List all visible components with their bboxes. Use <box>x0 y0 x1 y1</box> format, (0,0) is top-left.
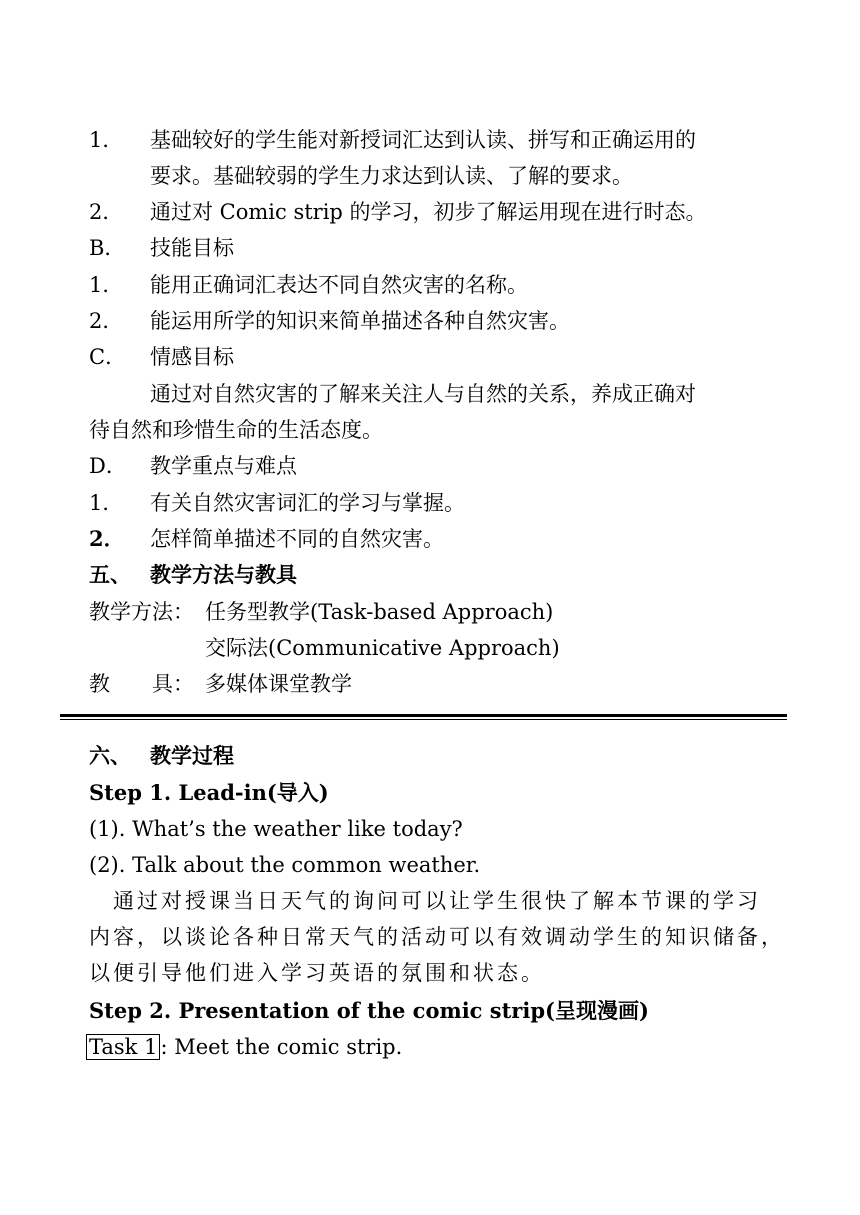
section-heading-6 <box>89 738 769 774</box>
paragraph-text: 通过对自然灾害的了解来关注人与自然的关系，养成正确对 <box>150 382 696 406</box>
paragraph-line <box>89 412 769 448</box>
section-label: B． <box>89 236 126 260</box>
paragraph-line <box>89 955 769 991</box>
question-line <box>89 811 769 847</box>
paragraph-text: 通过对授课当日天气的询问可以让学生很快了解本节课的学习 <box>113 889 761 913</box>
method-label: 教学方法： <box>89 600 194 624</box>
section-title: 教学过程 <box>150 743 234 768</box>
item-text: 基础较好的学生能对新授词汇达到认读、拼写和正确运用的 <box>150 128 696 152</box>
paragraph-line <box>89 376 769 412</box>
question-text: (1). What’s the weather like today? <box>89 817 463 841</box>
section-heading-5 <box>89 557 769 593</box>
item-text: 通过对 Comic strip 的学习，初步了解运用现在进行时态。 <box>150 200 707 224</box>
tool-label: 教 具： <box>89 672 194 696</box>
item-text: 要求。基础较弱的学生力求达到认读、了解的要求。 <box>150 164 633 188</box>
step-title: Step 2. Presentation of the comic strip(呈现漫画) <box>89 998 649 1023</box>
question-text: (2). Talk about the common weather. <box>89 853 481 877</box>
task-text: : Meet the comic strip. <box>160 1035 403 1059</box>
item-text: 有关自然灾害词汇的学习与掌握。 <box>150 491 465 515</box>
tool-value: 多媒体课堂教学 <box>205 672 352 696</box>
item-number: 1． <box>89 128 124 152</box>
list-item <box>89 485 769 521</box>
section-title: 技能目标 <box>150 236 234 260</box>
step-heading <box>89 993 769 1029</box>
item-text: 能用正确词汇表达不同自然灾害的名称。 <box>150 273 528 297</box>
step-title: Step 1. Lead-in(导入) <box>89 780 329 805</box>
list-item <box>89 303 769 339</box>
method-value: 交际法(Communicative Approach) <box>205 636 560 660</box>
method-value: 任务型教学(Task-based Approach) <box>205 600 554 624</box>
item-text: 能运用所学的知识来简单描述各种自然灾害。 <box>150 309 570 333</box>
item-text: 怎样简单描述不同的自然灾害。 <box>150 527 444 551</box>
task-line <box>89 1029 769 1065</box>
tool-row <box>89 666 769 702</box>
task-label: Task 1 <box>86 1034 160 1060</box>
section-heading-c <box>89 339 769 375</box>
step-heading <box>89 775 769 811</box>
divider-thick <box>60 714 787 717</box>
section-number: 六、 <box>89 743 131 768</box>
section-title: 教学方法与教具 <box>150 562 297 587</box>
section-heading-d <box>89 448 769 484</box>
section-number: 五、 <box>89 562 131 587</box>
list-item <box>89 158 769 194</box>
paragraph-text: 内容，以谈论各种日常天气的活动可以有效调动学生的知识储备， <box>89 925 785 949</box>
list-item <box>89 521 769 557</box>
item-number: 1． <box>89 491 124 515</box>
paragraph-text: 以便引导他们进入学习英语的氛围和状态。 <box>89 961 545 985</box>
paragraph-line <box>89 919 785 955</box>
section-title: 教学重点与难点 <box>150 454 297 478</box>
question-line <box>89 847 769 883</box>
section-heading-b <box>89 230 769 266</box>
item-number: 2． <box>89 200 124 224</box>
section-label: D． <box>89 454 127 478</box>
method-row <box>89 594 769 630</box>
item-number: 2． <box>89 309 124 333</box>
list-item <box>89 122 769 158</box>
method-row <box>89 630 769 666</box>
divider-thin <box>60 719 787 720</box>
list-item <box>89 267 769 303</box>
item-number: 2． <box>89 526 125 551</box>
section-title: 情感目标 <box>150 345 234 369</box>
paragraph-text: 待自然和珍惜生命的生活态度。 <box>89 418 383 442</box>
paragraph-line <box>89 883 769 919</box>
list-item <box>89 194 769 230</box>
item-number: 1． <box>89 273 124 297</box>
section-label: C． <box>89 345 127 369</box>
